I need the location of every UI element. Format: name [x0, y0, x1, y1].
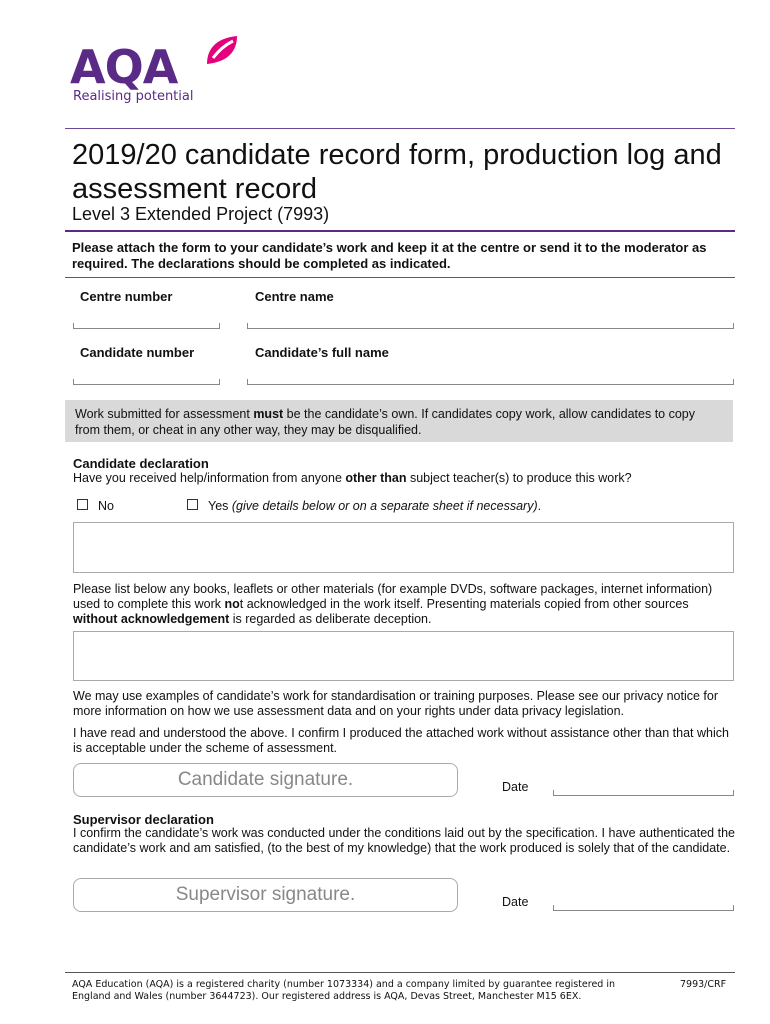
- integrity-notice: Work submitted for assessment must be the candidate’s own. If candidates copy work, allow candidates to copy from them, or cheat in any other way, they may be disqualified.: [65, 400, 733, 442]
- centre-name-label: Centre name: [255, 289, 334, 304]
- no-checkbox[interactable]: [77, 499, 88, 510]
- materials-instructions: Please list below any books, leaflets or other materials (for example DVDs, software packages, internet information) used to complete this work not acknowledged in the work itself. Presenting materials copied from other sources without acknowledgement is regarded as deliberate deception.: [73, 582, 713, 626]
- form-code: 7993/CRF: [680, 979, 727, 990]
- privacy-notice: We may use examples of candidate’s work for standardisation or training purposes. Please see our privacy notice for more information on how we use assessment data and on your rights under data privacy legislation.: [73, 689, 719, 718]
- footer-legal-text: AQA Education (AQA) is a registered charity (number 1073334) and a company limited by guarantee registered in England and Wales (number 3644723). Our registered address is AQA, Devas Street, Manchester M15 6EX.: [72, 979, 616, 1002]
- candidate-date-field[interactable]: [553, 795, 734, 796]
- candidate-full-name-label: Candidate’s full name: [255, 345, 389, 360]
- footer-divider: [65, 972, 735, 973]
- header-divider: [65, 128, 735, 129]
- logo-tagline: Realising potential: [73, 89, 194, 104]
- no-option-label: No: [98, 499, 114, 513]
- candidate-number-field[interactable]: [73, 384, 220, 385]
- yes-checkbox[interactable]: [187, 499, 198, 510]
- supervisor-signature-field[interactable]: Supervisor signature.: [73, 878, 458, 912]
- title-divider: [65, 230, 735, 232]
- intro-instructions: Please attach the form to your candidate’s work and keep it at the centre or send it to the moderator as required. The declarations should be completed as indicated.: [72, 240, 707, 271]
- help-question: Have you received help/information from anyone other than subject teacher(s) to produce this work?: [73, 471, 632, 485]
- candidate-confirmation: I have read and understood the above. I confirm I produced the attached work without assistance other than that which is acceptable under the scheme of assessment.: [73, 726, 729, 755]
- intro-divider: [65, 277, 735, 278]
- candidate-full-name-field[interactable]: [247, 384, 734, 385]
- centre-number-field[interactable]: [73, 328, 220, 329]
- candidate-declaration-heading: Candidate declaration: [73, 456, 209, 471]
- page-subtitle: Level 3 Extended Project (7993): [72, 204, 330, 224]
- supervisor-date-field[interactable]: [553, 910, 734, 911]
- centre-number-label: Centre number: [80, 289, 173, 304]
- yes-option-label: Yes (give details below or on a separate sheet if necessary).: [208, 499, 542, 513]
- supervisor-statement: I confirm the candidate’s work was conducted under the conditions laid out by the specification. I have authenticated the candidate’s work and am satisfied, (to the best of my knowledge) that the work produced is solely that of the candidate.: [73, 826, 735, 855]
- materials-list-box[interactable]: [73, 631, 734, 681]
- aqa-logo: AQA: [70, 40, 178, 94]
- supervisor-date-label: Date: [502, 895, 529, 909]
- centre-name-field[interactable]: [247, 328, 734, 329]
- candidate-signature-field[interactable]: Candidate signature.: [73, 763, 458, 797]
- candidate-number-label: Candidate number: [80, 345, 195, 360]
- page-title: 2019/20 candidate record form, production log and assessment record: [72, 139, 722, 205]
- candidate-date-label: Date: [502, 780, 529, 794]
- help-details-box[interactable]: [73, 522, 734, 573]
- supervisor-declaration-heading: Supervisor declaration: [73, 812, 214, 827]
- leaf-mark-icon: [203, 34, 239, 66]
